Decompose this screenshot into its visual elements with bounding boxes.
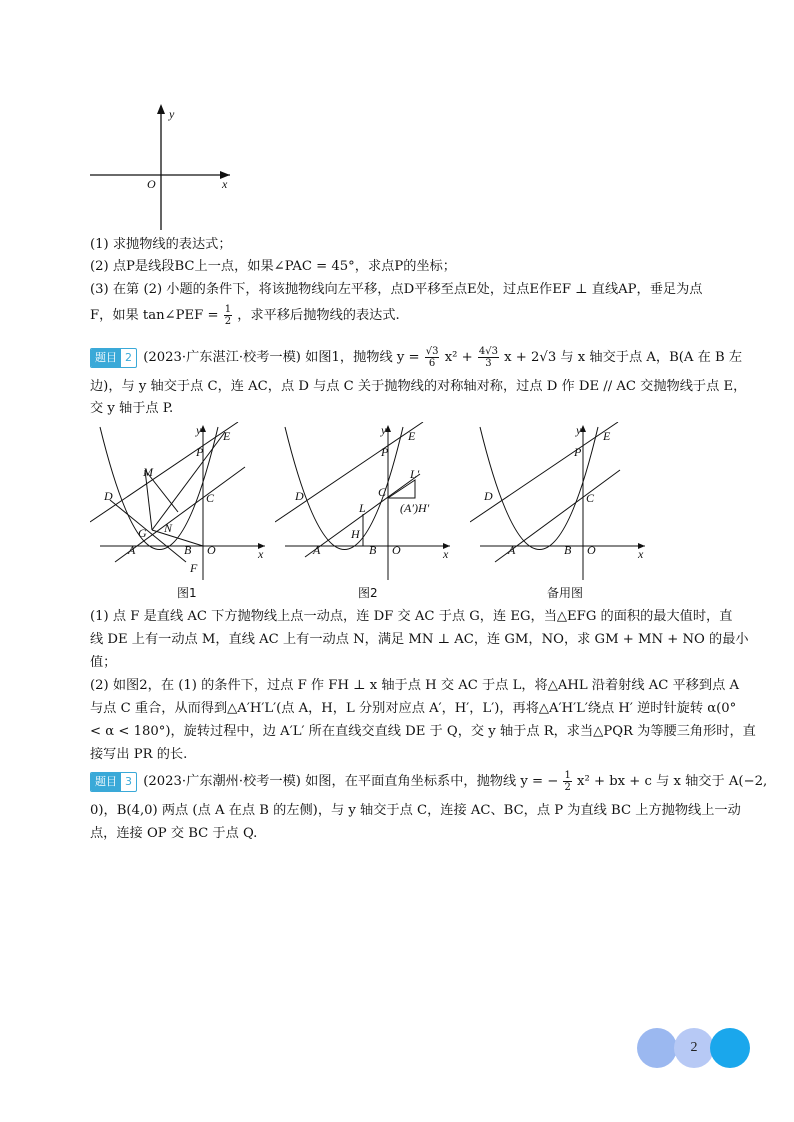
problem2-q2-line3: < α < 180°)，旋转过程中，边 A′L′ 所在直线交直线 DE 于 Q，交 y 轴于点 R，求当△PQR 为等腰三角形时，直: [90, 724, 756, 739]
fig3-label-D: D: [484, 489, 493, 503]
figure-1: [90, 422, 275, 582]
fig1-label-D: D: [104, 489, 113, 503]
figure-2-caption: 图2: [358, 586, 378, 600]
fig1-label-O: O: [207, 543, 216, 557]
fig2-label-H-prime: (A′)H′: [400, 501, 430, 515]
problem1-q2: (2) 点P是线段BC上一点，如果∠PAC = 45°，求点P的坐标；: [90, 259, 456, 274]
fig2-label-C: C: [378, 485, 387, 499]
fig2-label-L-prime: L′: [410, 467, 420, 481]
y-axis-label: y: [169, 107, 175, 121]
page-number-circle: [674, 1028, 714, 1068]
fig3-label-C: C: [586, 491, 595, 505]
problem2-line2: 边)，与 y 轴交于点 C，连 AC，点 D 与点 C 关于抛物线的对称轴对称，过点 D 作 DE // AC 交抛物线于点 E，: [90, 379, 747, 394]
fig2-label-O: O: [392, 543, 401, 557]
fig1-label-N: N: [164, 521, 173, 535]
problem2-line3: 交 y 轴于点 P.: [90, 401, 174, 416]
problem2-q1-line2: 线 DE 上有一动点 M，直线 AC 上有一动点 N，满足 MN ⊥ AC，连 GM，NO，求 GM + MN + NO 的最小: [90, 632, 749, 647]
page-circle-right: [710, 1028, 750, 1068]
problem1-q1: (1) 求抛物线的表达式；: [90, 237, 232, 252]
fig1-label-M: M: [143, 465, 153, 479]
fig2-label-D: D: [295, 489, 304, 503]
figure-3: [470, 422, 655, 582]
fig1-label-y: y: [196, 423, 202, 437]
problem2-q2-line1: (2) 如图2，在 (1) 的条件下，过点 F 作 FH ⊥ x 轴于点 H 交 AC 于点 L，将△AHL 沿着射线 AC 平移到点 A: [90, 678, 740, 693]
fig2-label-y: y: [381, 423, 387, 437]
figure-2: [275, 422, 460, 582]
fig1-label-E: E: [223, 429, 231, 443]
fig3-label-A: A: [508, 543, 516, 557]
fig3-label-E: E: [603, 429, 611, 443]
problem-badge: 题目 2: [90, 348, 137, 368]
fig1-label-B: B: [184, 543, 192, 557]
fig1-label-P: P: [196, 445, 204, 459]
problem2-q1-line1: (1) 点 F 是直线 AC 下方抛物线上点一动点，连 DF 交 AC 于点 G，连 EG，当△EFG 的面积的最大值时，直: [90, 609, 733, 624]
fig3-label-O: O: [587, 543, 596, 557]
fig1-label-F: F: [190, 561, 198, 575]
fig1-label-G: G: [138, 526, 147, 540]
problem1-q3-line1: (3) 在第 (2) 小题的条件下，将该抛物线向左平移，点D平移至点E处，过点E作EF ⊥ 直线AP，垂足为点: [90, 282, 703, 297]
fig1-label-x: x: [258, 547, 264, 561]
page-number: 2: [690, 1040, 698, 1055]
x-axis-label: x: [222, 177, 228, 191]
fig3-label-x: x: [638, 547, 644, 561]
problem2-q2-line2: 与点 C 重合，从而得到△A′H′L′(点 A，H，L 分别对应点 A′，H′，L′)，再将△A′H′L′绕点 H′ 逆时针旋转 α(0°: [90, 701, 737, 716]
problem2-header: 题目 2 (2023·广东湛江·校考一模) 如图1，抛物线 y = $\frac{√3}{6}$ x² + $\frac{4√3}{3}$ x + 2√3 与 x 轴交于点 A，B(A 在 B 左: [90, 346, 730, 369]
problem-badge: 题目 3: [90, 772, 137, 792]
fig1-label-C: C: [206, 491, 215, 505]
page-circle-left: [637, 1028, 677, 1068]
figure-1-caption: 图1: [177, 586, 197, 600]
fig2-label-P: P: [381, 445, 389, 459]
origin-label: O: [147, 177, 156, 191]
fig1-label-A: A: [128, 543, 136, 557]
problem2-q1-line3: 值；: [90, 655, 117, 670]
fig3-label-y: y: [576, 423, 582, 437]
problem3-line2: 0)，B(4,0) 两点 (点 A 在点 B 的左侧)，与 y 轴交于点 C，连接 AC、BC，点 P 为直线 BC 上方抛物线上一动: [90, 803, 741, 818]
fig3-label-B: B: [564, 543, 572, 557]
fig2-label-x: x: [443, 547, 449, 561]
figure-3-caption: 备用图: [547, 586, 584, 600]
problem3-header: 题目 3 (2023·广东潮州·校考一模) 如图，在平面直角坐标系中，抛物线 y = − $\frac{1}{2}$ x² + bx + c 与 x 轴交于 A(−2,: [90, 770, 730, 793]
problem3-line3: 点，连接 OP 交 BC 于点 Q.: [90, 826, 258, 841]
top-axes-figure: [85, 100, 245, 235]
fig3-label-P: P: [574, 445, 582, 459]
problem1-q3-line2: F，如果 tan∠PEF = $\frac{1}{2}$ ，求平移后抛物线的表达式.: [90, 304, 400, 327]
fig2-label-A: A: [313, 543, 321, 557]
fig2-label-H: H: [351, 527, 360, 541]
problem2-q2-line4: 接写出 PR 的长.: [90, 747, 188, 762]
fig2-label-L: L: [359, 501, 366, 515]
fig2-label-E: E: [408, 429, 416, 443]
fig2-label-B: B: [369, 543, 377, 557]
